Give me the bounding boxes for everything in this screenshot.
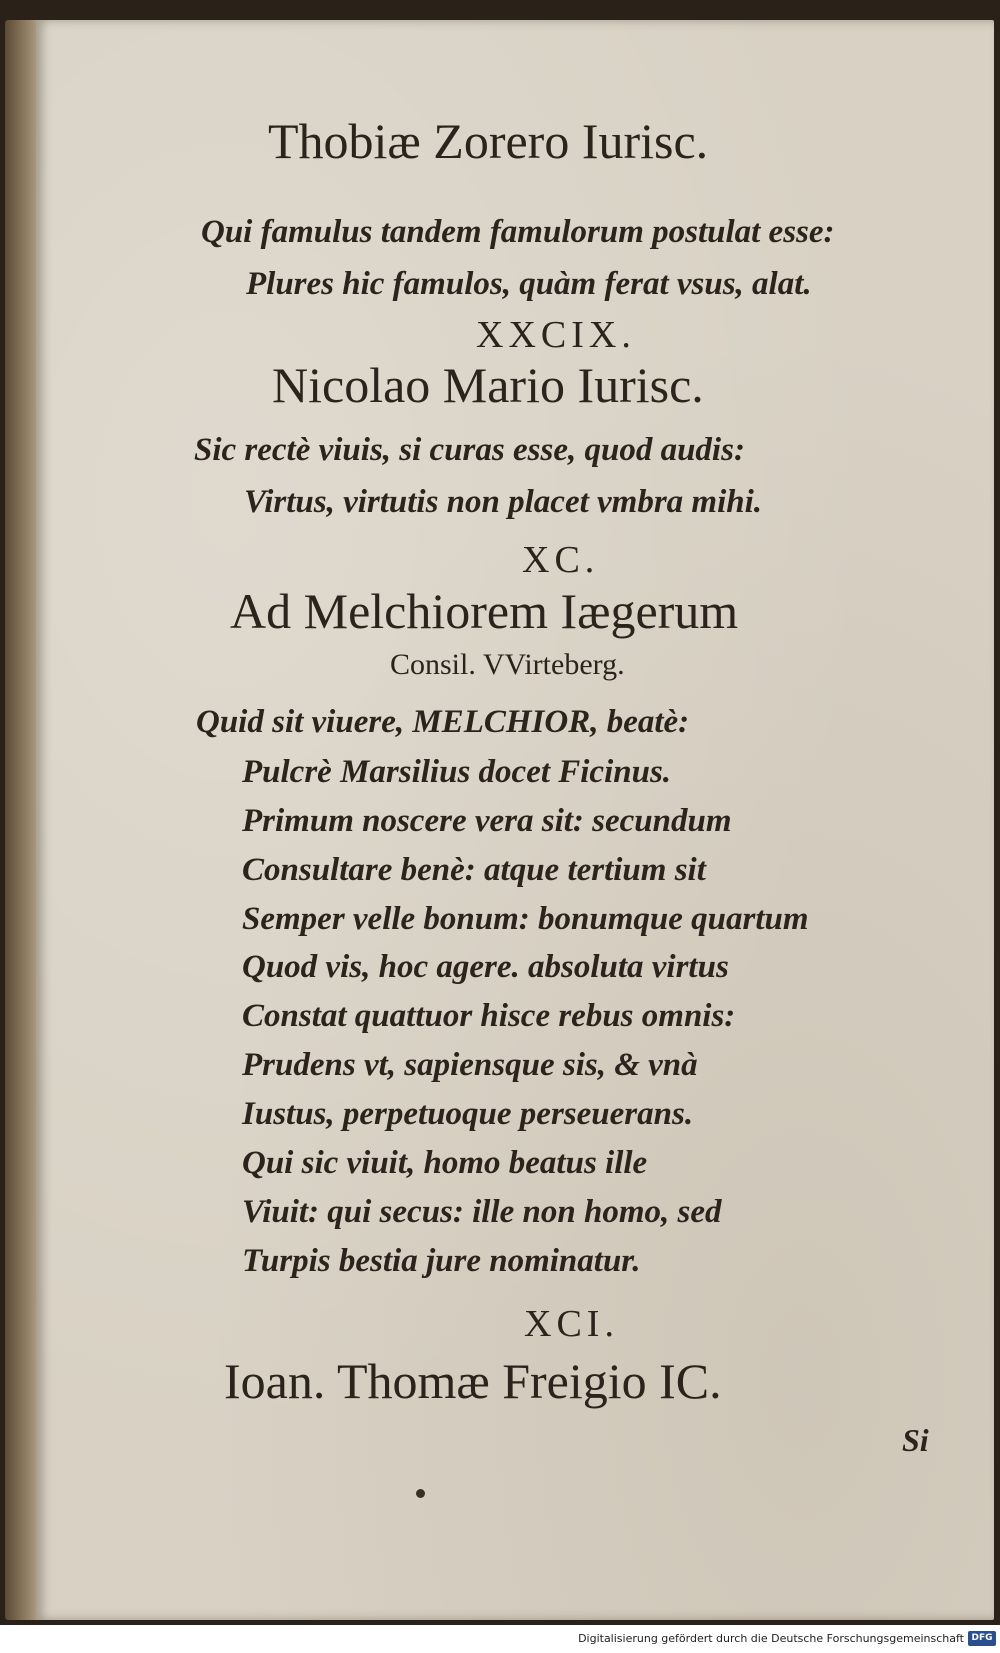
heading-iaegerum: Ad Melchiorem Iægerum bbox=[230, 583, 739, 639]
poem-3-line-5: Semper velle bonum: bonumque quartum bbox=[242, 901, 809, 937]
poem-2-line-1: Sic rectè viuis, si curas esse, quod audis: bbox=[194, 432, 745, 468]
book-page bbox=[36, 20, 994, 1620]
heading-freigio: Ioan. Thomæ Freigio IC. bbox=[224, 1353, 722, 1409]
subheading-consil: Consil. VVirteberg. bbox=[390, 648, 625, 681]
poem-1-line-2: Plures hic famulos, quàm ferat vsus, alat. bbox=[246, 266, 812, 302]
digitization-footer bbox=[0, 1625, 1000, 1653]
poem-3-line-6: Quod vis, hoc agere. absoluta virtus bbox=[242, 949, 729, 985]
poem-3-line-9: Iustus, perpetuoque perseuerans. bbox=[242, 1096, 694, 1132]
poem-3-line-8: Prudens vt, sapiensque sis, & vnà bbox=[242, 1047, 698, 1083]
poem-3-line-2: Pulcrè Marsilius docet Ficinus. bbox=[242, 754, 672, 790]
poem-1-line-1: Qui famulus tandem famulorum postulat esse: bbox=[201, 214, 835, 250]
poem-3-line-12: Turpis bestia jure nominatur. bbox=[242, 1243, 641, 1279]
numeral-xc: XC. bbox=[522, 539, 600, 581]
poem-3-line-7: Constat quattuor hisce rebus omnis: bbox=[242, 998, 736, 1034]
heading-zorero: Thobiæ Zorero Iurisc. bbox=[268, 113, 709, 169]
catchword: Si bbox=[902, 1422, 929, 1458]
dfg-logo: DFG bbox=[968, 1631, 996, 1646]
poem-3-line-1: Quid sit viuere, MELCHIOR, beatè: bbox=[196, 704, 690, 740]
heading-mario: Nicolao Mario Iurisc. bbox=[272, 357, 704, 413]
poem-2-line-2: Virtus, virtutis non placet vmbra mihi. bbox=[244, 484, 763, 520]
poem-3-line-4: Consultare benè: atque tertium sit bbox=[242, 852, 706, 888]
footer-credit-text: Digitalisierung gefördert durch die Deutsche Forschungsgemeinschaft bbox=[578, 1632, 964, 1645]
poem-3-line-3: Primum noscere vera sit: secundum bbox=[242, 803, 732, 839]
numeral-xxcix: XXCIX. bbox=[476, 314, 636, 356]
numeral-xci: XCI. bbox=[524, 1303, 619, 1345]
ink-spot bbox=[416, 1489, 425, 1498]
poem-3-line-11: Viuit: qui secus: ille non homo, sed bbox=[242, 1194, 722, 1230]
poem-3-line-10: Qui sic viuit, homo beatus ille bbox=[242, 1145, 648, 1181]
